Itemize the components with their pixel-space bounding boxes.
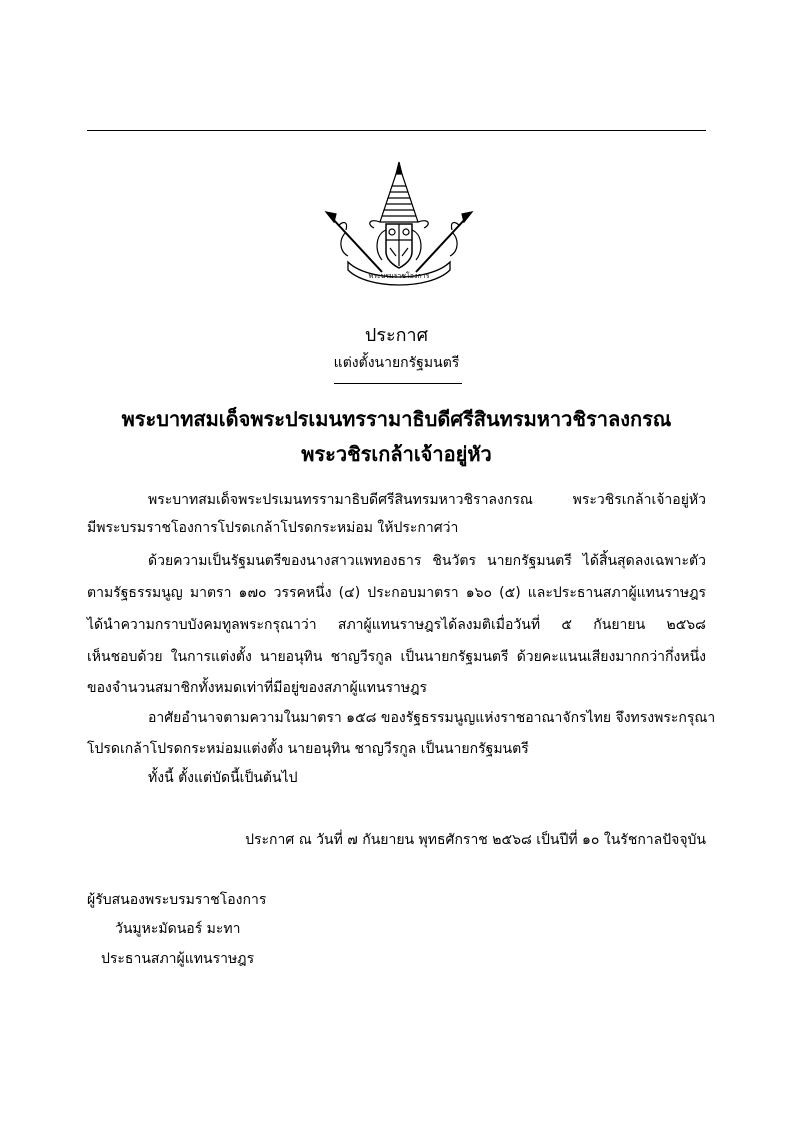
body-line: อาศัยอำนาจตามความในมาตรา ๑๕๘ ของรัฐธรรมนูญแห่งราชอาณาจักรไทย จึงทรงพระกรุณา xyxy=(148,710,716,726)
body-line: ของจำนวนสมาชิกทั้งหมดเท่าที่มีอยู่ของสภาผู้แทนราษฎร xyxy=(87,680,428,696)
emblem-motto: พระบรมราชโองการ xyxy=(368,272,430,280)
countersign-name: วันมูหะมัดนอร์ มะทา xyxy=(115,921,241,937)
crown-spire xyxy=(396,162,402,174)
royal-emblem xyxy=(318,160,480,290)
countersign-label: ผู้รับสนองพระบรมราชโองการ xyxy=(87,892,267,908)
body-line: โปรดเกล้าโปรดกระหม่อมแต่งตั้ง นายอนุทิน ชาญวีรกูล เป็นนายกรัฐมนตรี xyxy=(87,741,529,757)
left-sword xyxy=(332,218,382,272)
body-line: ตามรัฐธรรมนูญ มาตรา ๑๗๐ วรรคหนึ่ง (๔) ประกอบมาตรา ๑๖๐ (๕) และประธานสภาผู้แทนราษฎร xyxy=(87,585,706,601)
top-rule xyxy=(87,130,706,131)
royal-title-line-2: พระวชิรเกล้าเจ้าอยู่หัว xyxy=(301,442,492,466)
body-line: ทั้งนี้ ตั้งแต่บัดนี้เป็นต้นไป xyxy=(148,770,298,786)
body-line: มีพระบรมราชโองการโปรดเกล้าโปรดกระหม่อม ให้ประกาศว่า xyxy=(87,520,459,536)
crown-tier xyxy=(392,174,406,186)
body-line: เห็นชอบด้วย ในการแต่งตั้ง นายอนุทิน ชาญวีรกูล เป็นนายกรัฐมนตรี ด้วยคะแนนเสียงมากกว่ากึ่งหนึ่ง xyxy=(87,649,706,665)
body-line: ได้นำความกราบบังคมทูลพระกรุณาว่า สภาผู้แทนราษฎรได้ลงมติเมื่อวันที่ ๕ กันยายน ๒๕๖๘ xyxy=(87,617,706,633)
dateline: ประกาศ ณ วันที่ ๗ กันยายน พุทธศักราช ๒๕๖๘ เป็นปีที่ ๑๐ ในรัชกาลปัจจุบัน xyxy=(245,832,706,848)
body-line: ด้วยความเป็นรัฐมนตรีของนางสาวแพทองธาร ชินวัตร นายกรัฐมนตรี ได้สิ้นสุดลงเฉพาะตัว xyxy=(148,553,706,569)
body-line: พระบาทสมเด็จพระปรเมนทรรามาธิบดีศรีสินทรมหาวชิราลงกรณ พระวชิรเกล้าเจ้าอยู่หัว xyxy=(148,492,706,508)
countersign-position: ประธานสภาผู้แทนราษฎร xyxy=(101,951,255,967)
document-subject: แต่งตั้งนายกรัฐมนตรี xyxy=(333,355,460,371)
right-sword xyxy=(416,218,466,272)
document-type: ประกาศ xyxy=(364,325,429,346)
royal-title-line-1: พระบาทสมเด็จพระปรเมนทรรามาธิบดีศรีสินทรมหาวชิราลงกรณ xyxy=(121,407,672,431)
subject-underline xyxy=(334,383,462,384)
